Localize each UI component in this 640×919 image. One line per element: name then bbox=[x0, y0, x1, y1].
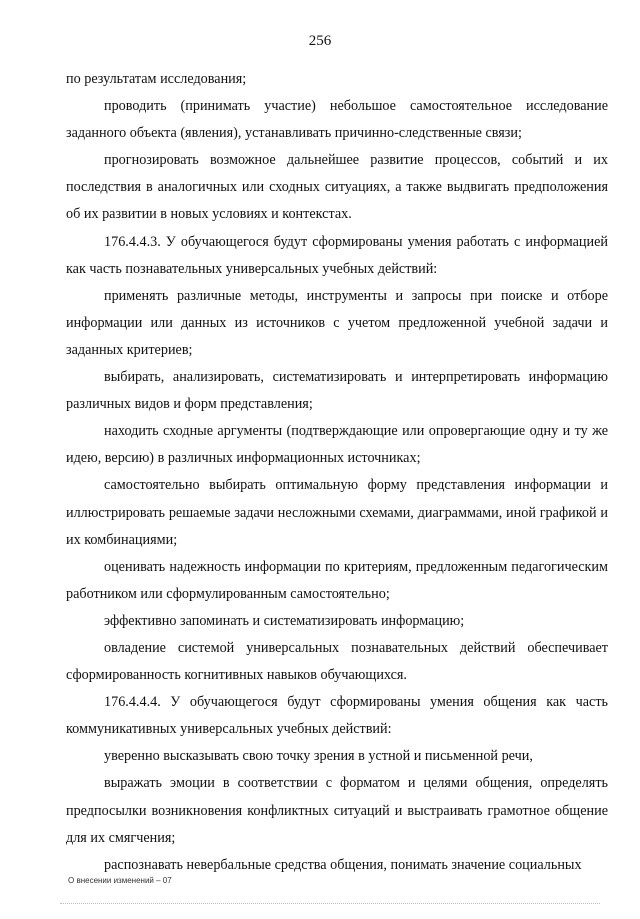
paragraph-express-opinion: уверенно высказывать свою точку зрения в устной и письменной речи, bbox=[104, 748, 533, 765]
paragraph-forecast: прогнозировать возможное дальнейшее развитие процессов, событий и их последствия в аналогичных или сходных ситуациях, а также выдвигать предположения об их развитии в новых условиях и контекстах. bbox=[66, 152, 608, 223]
paragraph-continuation: по результатам исследования; bbox=[66, 71, 247, 87]
paragraph-present-info: самостоятельно выбирать оптимальную форму представления информации и иллюстрировать решаемые задачи несложными схемами, диаграммами, иной графикой и их комбинациями; bbox=[66, 477, 608, 548]
paragraph-research: проводить (принимать участие) небольшое самостоятельное исследование заданного объекта (явления), устанавливать причинно-следственные связи; bbox=[66, 98, 608, 142]
page-number: 256 bbox=[308, 33, 332, 49]
paragraph-reliability: оценивать надежность информации по критериям, предложенным педагогическим работником или сформулированным самостоятельно; bbox=[66, 558, 608, 602]
paragraph-section-176-4-4-4: 176.4.4.4. У обучающегося будут сформированы умения общения как часть коммуникативных универсальных учебных действий: bbox=[66, 694, 608, 738]
paragraph-search-methods: применять различные методы, инструменты и запросы при поиске и отборе информации или данных из источников с учетом предложенной учебной задачи и заданных критериев; bbox=[66, 287, 608, 358]
paragraph-memorize: эффективно запоминать и систематизировать информацию; bbox=[104, 612, 465, 629]
paragraph-similar-arguments: находить сходные аргументы (подтверждающие или опровергающие одну и ту же идею, версию) в различных информационных источниках; bbox=[66, 423, 608, 467]
paragraph-nonverbal: распознавать невербальные средства общения, понимать значение социальных bbox=[104, 856, 582, 873]
paragraph-analyze-info: выбирать, анализировать, систематизировать и интерпретировать информацию различных видов и форм представления; bbox=[66, 369, 608, 413]
paragraph-section-176-4-4-3: 176.4.4.3. У обучающегося будут сформированы умения работать с информацией как часть познавательных универсальных учебных действий: bbox=[66, 233, 608, 277]
paragraph-emotions: выражать эмоции в соответствии с форматом и целями общения, определять предпосылки возникновения конфликтных ситуаций и выстраивать грамотное общение для их смягчения; bbox=[66, 775, 608, 846]
document-body bbox=[66, 66, 608, 879]
scan-edge-divider bbox=[60, 903, 600, 906]
footer-note: О внесении изменений – 07 bbox=[68, 876, 172, 885]
paragraph-cognitive-skills: овладение системой универсальных познавательных действий обеспечивает сформированность когнитивных навыков обучающихся. bbox=[66, 639, 608, 684]
